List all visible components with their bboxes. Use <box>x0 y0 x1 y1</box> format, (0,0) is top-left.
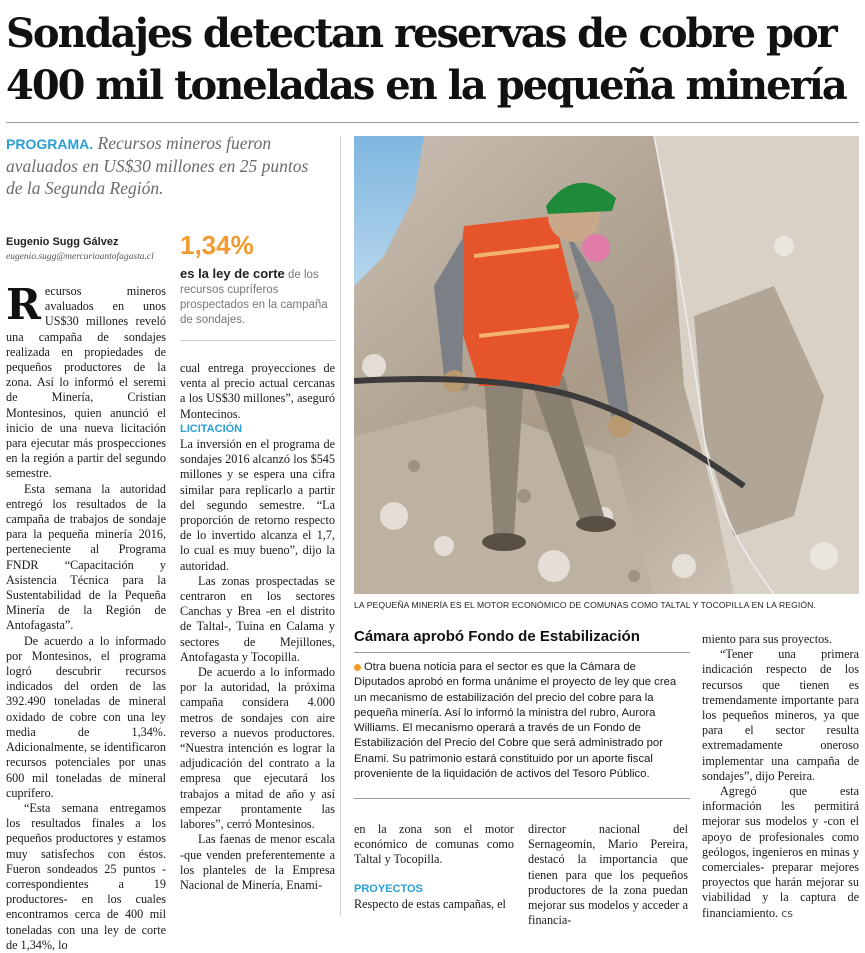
end-mark: cs <box>781 906 793 920</box>
column-divider <box>340 136 341 916</box>
paragraph: miento para sus proyectos. <box>702 632 832 646</box>
paragraph: cual entrega proyecciones de venta al precio actual cercanas a los US$30 millones”, aseguró Montecinos. <box>180 361 335 421</box>
stat-bold: es la ley de corte <box>180 266 285 281</box>
stat-text <box>180 266 340 328</box>
box-body <box>354 660 684 782</box>
box-title: Cámara aprobó Fondo de Estabilización <box>354 628 640 645</box>
headline-line-2: 400 mil toneladas en la pequeña minería <box>6 62 846 109</box>
paragraph: en la zona son el motor económico de comunas como Taltal y Tocopilla. <box>354 822 514 867</box>
bullet-icon <box>354 664 361 671</box>
article-column-3 <box>354 822 514 912</box>
stat-rest: de los recursos cupríferos prospectados en la campaña de sondajes. <box>180 269 328 326</box>
photo-caption: LA PEQUEÑA MINERÍA ES EL MOTOR ECONÓMICO DE COMUNAS COMO TALTAL Y TOCOPILLA EN LA REGIÓN. <box>354 600 816 610</box>
paragraph-text: ecursos mineros avaluados en unos US$30 millones reveló una campaña de sondajes realizada en propiedades de pequeños productores de la zona. Así lo informó el seremi de Minería, Cristian Montesinos, quien anunció el inicio de una nueva licitación para ejecutar más prospecciones en la región a partir del segundo semestre. <box>6 284 166 481</box>
paragraph: director nacional del Sernageomin, Mario Pereira, destacó la importancia que tienen para que los pequeños productores de la zona puedan mejorar sus modelos y acceder a financia- <box>528 822 688 928</box>
miner-photo-image <box>354 136 859 594</box>
miner-photo <box>354 136 859 594</box>
paragraph: “Esta semana entregamos los resultados finales a los pequeños productores y estamos muy satisfechos con éstos. Fueron sondeados 25 puntos -correspondientes a 19 productores- en los cuales encontramos cerca de 400 mil toneladas con una ley de corte de 1,34%, lo <box>6 800 166 952</box>
paragraph: “Tener una primera indicación respecto de los recursos que tienen es tremendamente importante para los pequeños mineros, ya que para el sector resulta extremadamente oneroso implementar una campaña de sondajes”, dijo Pereira. <box>702 647 859 783</box>
subhead-licitacion: LICITACIÓN <box>180 422 243 435</box>
subhead-proyectos: PROYECTOS <box>354 882 423 895</box>
article-column-2 <box>180 361 335 893</box>
top-rule <box>6 122 859 123</box>
paragraph: Respecto de estas campañas, el <box>354 896 506 911</box>
byline-author: Eugenio Sugg Gálvez <box>6 236 119 248</box>
paragraph <box>6 280 166 482</box>
stat-rule <box>180 340 335 341</box>
paragraph: Las faenas de menor escala -que venden preferentemente a los planteles de la Empresa Nacional de Minería, Enami- <box>180 832 335 892</box>
headline <box>6 8 861 112</box>
headline-line-1: Sondajes detectan reservas de cobre por <box>6 10 836 57</box>
box-body-text: Otra buena noticia para el sector es que la Cámara de Diputados aprobó en forma unánime el proyecto de ley que crea un mecanismo de estabilización del precio del cobre para la pequeña minería. Así lo informó la ministra del rubro, Aurora Williams. El mecanismo operará a través de un Fondo de Estabilización del Precio del Cobre que será administrado por Enami. Su patrimonio estará constituido por un aporte fiscal proveniente de la liquidación de activos del Tesoro Público. <box>354 661 677 781</box>
article-column-5 <box>702 632 859 921</box>
byline-email[interactable]: eugenio.sugg@mercurioantofagasta.cl <box>6 252 154 262</box>
paragraph: Esta semana la autoridad entregó los resultados de la campaña de trabajos de sondaje para la pequeña minería 2016, perteneciente al Programa FNDR “Capacitación y Asistencia Técnica para la Sustentabilidad de la Pequeña Minería de la Región de Antofagasta”. <box>6 481 166 633</box>
deck-text: Recursos mineros fueron avaluados en US$30 millones en 25 puntos de la Segunda Región. <box>6 133 309 198</box>
box-bottom-rule <box>354 798 690 799</box>
deck <box>6 132 326 199</box>
article-column-4 <box>528 822 688 928</box>
paragraph: De acuerdo a lo informado por Montesinos, el programa logró descubrir recursos indicados del orden de las 392.490 toneladas de mineral oxidado de cobre con una ley media de 1,34%. Adicionalmente, se identificaron recursos potenciales por unas 600 mil toneladas de mineral cuprífero. <box>6 633 166 800</box>
paragraph-text: Agregó que esta información les permitirá mejorar sus modelos y -con el apoyo de profesionales como geólogos, ingenieros en minas y comerciales- preparar mejores proyectos que harán mejorar su viabilidad y la captura de financiamiento. <box>702 784 859 920</box>
paragraph: La inversión en el programa de sondajes 2016 alcanzó los $545 millones y se espera una cifra similar para replicarlo a partir del segundo semestre. “La proporción de retorno respecto de lo invertido alcanza el 1,7, lo cual es muy bueno”, dijo la autoridad. <box>180 437 335 573</box>
paragraph <box>702 784 859 921</box>
stat-number: 1,34% <box>180 230 254 260</box>
drop-cap: R <box>6 280 41 329</box>
paragraph: De acuerdo a lo informado por la autoridad, la próxima campaña considera 4.000 metros de sondajes con aire reverso a nuevos productores. “Nuestra intención es lograr la adjudicación del contrato a la empresa que ejecutará los trabajos a mitad de año y así empezar prontamente las labores”, cerró Montesinos. <box>180 665 335 832</box>
deck-kicker: PROGRAMA. <box>6 136 94 152</box>
article-column-1 <box>6 280 166 953</box>
box-rule <box>354 652 690 653</box>
paragraph: Las zonas prospectadas se centraron en los sectores Canchas y Brea -en el distrito de Taltal-, Tuina en Calama y sectores de Mejillones, Antofagasta y Tocopilla. <box>180 573 335 664</box>
